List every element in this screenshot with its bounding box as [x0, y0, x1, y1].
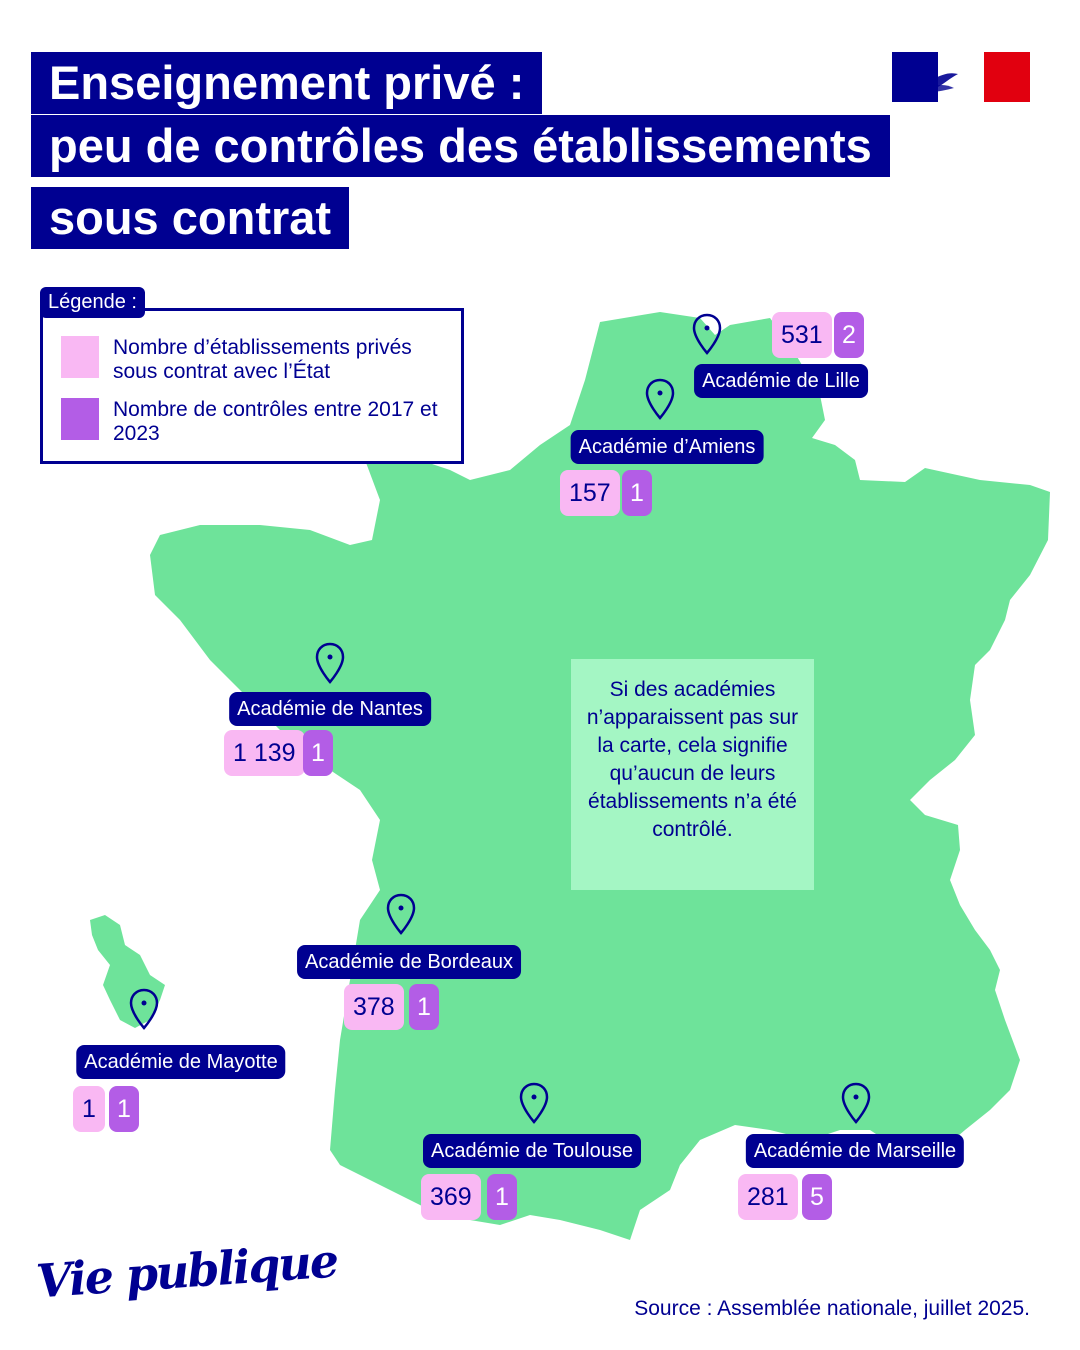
academy-lille-label: Académie de Lille: [694, 364, 868, 398]
academy-nantes-establishments: 1 139: [224, 730, 305, 776]
academy-nantes-controls: 1: [303, 730, 333, 776]
map-pin-icon: [645, 378, 675, 422]
legend-label-controls: Nombre de contrôles entre 2017 et 2023: [113, 398, 438, 445]
legend-box: [40, 308, 464, 464]
source-note: Source : Assemblée nationale, juillet 2025.: [634, 1297, 1030, 1320]
map-pin-icon: [841, 1082, 871, 1126]
legend-swatch-controls: [61, 398, 99, 440]
vie-publique-logo: Vie publique: [34, 1233, 339, 1309]
academy-bordeaux-controls: 1: [409, 984, 439, 1030]
academy-nantes-label: Académie de Nantes: [229, 692, 431, 726]
academy-mayotte-label: Académie de Mayotte: [76, 1045, 285, 1079]
map-pin-icon: [129, 988, 159, 1032]
academy-lille-controls: 2: [834, 312, 864, 358]
map-pin-icon: [692, 313, 722, 357]
academy-bordeaux-label: Académie de Bordeaux: [297, 945, 521, 979]
legend-label-establishments: Nombre d’établissements privés sous contrat avec l’État: [113, 336, 412, 383]
academy-toulouse-label: Académie de Toulouse: [423, 1134, 641, 1168]
legend-tag: Légende :: [40, 287, 145, 318]
title-line-3: sous contrat: [31, 187, 349, 249]
map-pin-icon: [386, 893, 416, 937]
academy-marseille-label: Académie de Marseille: [746, 1134, 964, 1168]
academy-mayotte-controls: 1: [109, 1086, 139, 1132]
legend-swatch-establishments: [61, 336, 99, 378]
map-pin-icon: [315, 642, 345, 686]
map-pin-icon: [519, 1082, 549, 1126]
academy-mayotte-establishments: 1: [73, 1086, 105, 1132]
academy-marseille-controls: 5: [802, 1174, 832, 1220]
academy-amiens-establishments: 157: [560, 470, 620, 516]
academy-bordeaux-establishments: 378: [344, 984, 404, 1030]
academy-amiens-label: Académie d’Amiens: [571, 430, 764, 464]
note-box: Si des académies n’apparaissent pas sur la carte, cela signifie qu’aucun de leurs établissements n’a été contrôlé.: [571, 659, 814, 890]
title-line-1: Enseignement privé :: [31, 52, 542, 114]
title-line-2: peu de contrôles des établissements: [31, 115, 890, 177]
academy-toulouse-controls: 1: [487, 1174, 517, 1220]
academy-lille-establishments: 531: [772, 312, 832, 358]
academy-toulouse-establishments: 369: [421, 1174, 481, 1220]
academy-marseille-establishments: 281: [738, 1174, 798, 1220]
academy-amiens-controls: 1: [622, 470, 652, 516]
